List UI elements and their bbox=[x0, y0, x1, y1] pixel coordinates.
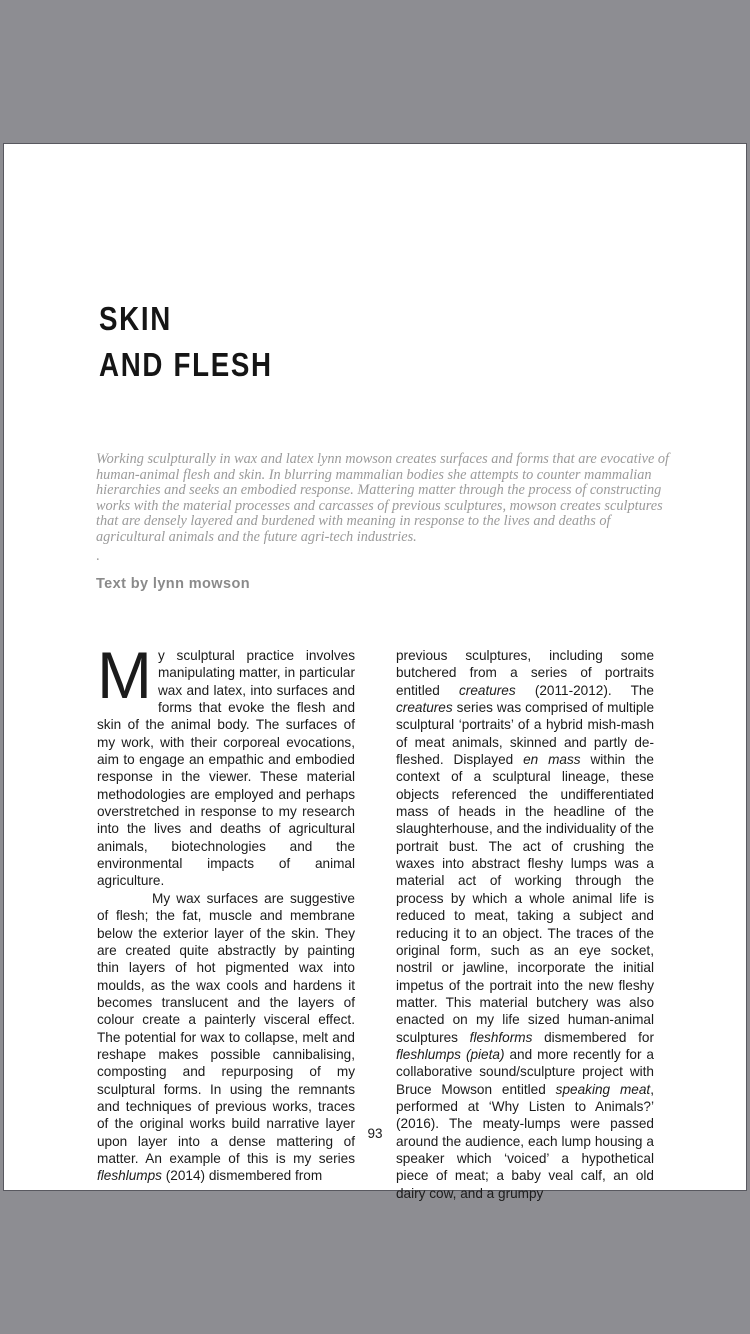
article-title bbox=[99, 296, 306, 388]
paragraph-2-continued: previous sculptures, including some butchered from a series of portraits entitled creatures (2011-2012). The creatures series was comprised of multiple sculptural ‘portraits’ of a hybrid mish-mash of meat animals, skinned and partly de-fleshed. Displayed en mass within the context of a sculptural lineage, these objects referenced the undifferentiated mass of heads in the headline of the slaughterhouse, and the individuality of the portrait bust. The act of crushing the waxes into abstract fleshy lumps was a material act of working through the process by which a whole animal life is reduced to meat, taking a subject and reducing it to an object. The traces of the original form, such as an eye socket, nostril or jawline, incorporate the initial impetus of the portrait into the new fleshy matter. This material butchery was also enacted on my life sized human-animal sculptures fleshforms dismembered for fleshlumps (pieta) and more recently for a collaborative sound/sculpture project with Bruce Mowson entitled speaking meat, performed at ‘Why Listen to Animals?’ (2016). The meaty-lumps were passed around the audience, each lump housing a speaker which ‘voiced’ a hypothetical piece of meat; a baby veal calf, an old dairy cow, and a grumpy bbox=[396, 648, 654, 1201]
body-column-right bbox=[396, 647, 654, 1202]
paragraph-2: My wax surfaces are suggestive of flesh; the fat, muscle and membrane below the exterior layer of the skin. They are created quite abstractly by painting thin layers of hot pigmented wax into moulds, as the wax cools and hardens it becomes translucent and the layers of colour create a painterly visceral effect. The potential for wax to collapse, melt and reshape makes possible cannibalising, composting and repurposing of my sculptural forms. In using the remnants and techniques of previous works, traces of the original works build narrative layer upon layer into a dense mattering of matter. An example of this is my series fleshlumps (2014) dismembered from bbox=[97, 890, 355, 1184]
body-column-left bbox=[97, 638, 355, 1202]
paragraph-1-text: y sculptural practice involves manipulating matter, in particular wax and latex, into surfaces and forms that evoke the flesh and skin of the animal body. The surfaces of my work, with their corporeal evocations, aim to engage an empathic and embodied response in the viewer. These material methodologies are employed and perhaps overstretched in response to my research into the lives and deaths of agricultural animals, biotechnologies and the environmental impacts of animal agriculture. bbox=[97, 648, 355, 889]
dropcap-letter: M bbox=[97, 638, 151, 712]
article-abstract: Working sculpturally in wax and latex lynn mowson creates surfaces and forms that are evocative of human-animal flesh and skin. In blurring mammalian bodies she attempts to counter mammalian hierarchies and seeks an embodied response. Mattering matter through the process of constructing works with the material processes and carcasses of previous sculptures, mowson creates sculptures that are densely layered and burdened with meaning in response to the lives and deaths of agricultural animals and the future agri-tech industries. bbox=[96, 451, 669, 545]
title-line-2: AND FLESH bbox=[99, 346, 273, 383]
article-body bbox=[97, 638, 654, 1202]
page-number: 93 bbox=[367, 1126, 383, 1141]
article-byline: Text by lynn mowson bbox=[96, 576, 250, 592]
abstract-trailing-period: . bbox=[96, 548, 100, 564]
document-page bbox=[4, 144, 746, 1201]
title-line-1: SKIN bbox=[99, 300, 172, 337]
paragraph-1 bbox=[97, 638, 355, 890]
